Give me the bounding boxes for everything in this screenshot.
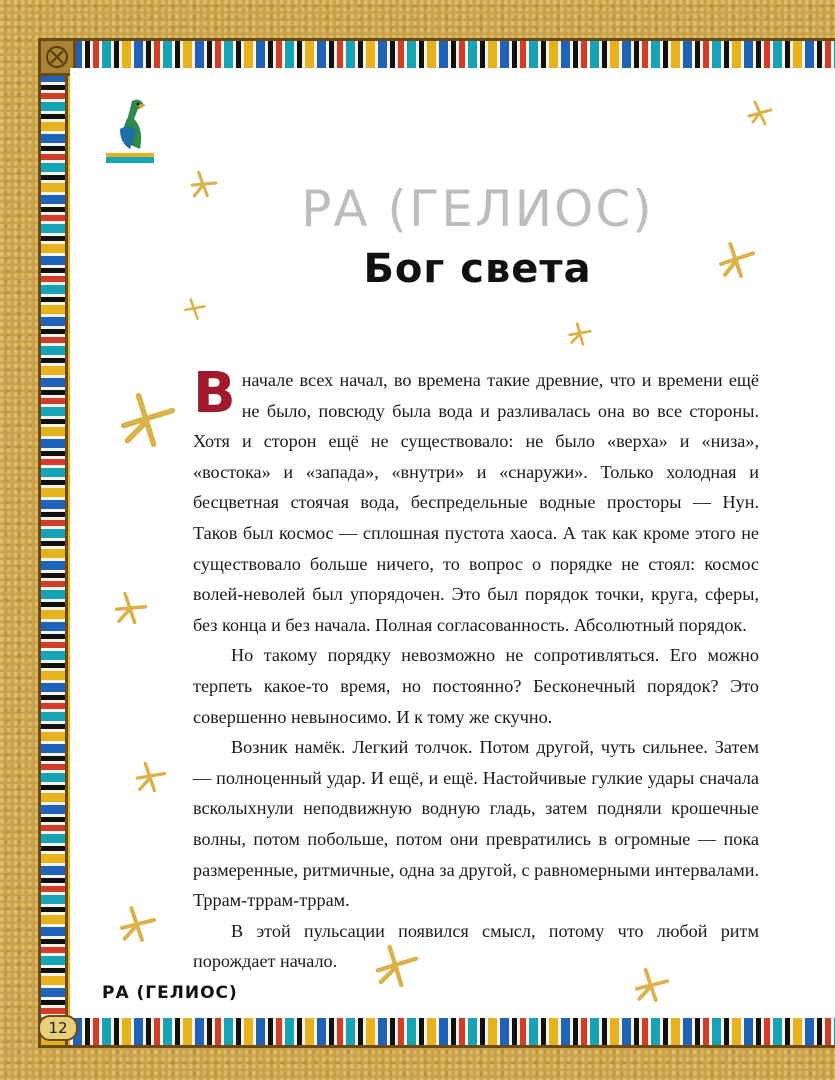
star-icon xyxy=(118,904,158,944)
paragraph: Но такому порядку невозможно не сопротивляться. Его можно терпеть какое-то время, но постоянно? Бесконечный порядок? Это совершенно невыносимо. И к тому же скучно. xyxy=(193,645,759,727)
paragraph xyxy=(193,361,759,640)
drop-cap: В xyxy=(193,361,236,426)
star-icon xyxy=(374,944,420,988)
star-icon xyxy=(120,392,176,448)
star-icon xyxy=(112,590,150,626)
star-icon xyxy=(182,296,208,322)
star-icon xyxy=(715,240,759,280)
falcon-icon xyxy=(100,95,160,165)
body-text xyxy=(193,361,759,977)
star-icon xyxy=(745,98,775,128)
star-icon xyxy=(188,168,220,200)
paragraph-text: начале всех начал, во времена такие древние, что и времени ещё не было, повсюду была вода и разливалась она во все стороны. Хотя и сторон ещё не существовало: не было «верха» и «низа», «востока» и «запада», «внутри» и «снаружи». Только холодная и бесцветная стоячая вода, беспредельные водные просторы — Нун. Таков был космос — сплошная пустота хаоса. А так как кроме этого не существовало больше ничего, то вопрос о порядке не стоял: космос волей-неволей был упорядочен. Это был порядок точки, круга, сферы, без конца и без начала. Полная согласованность. Абсолютный порядок. xyxy=(193,370,759,635)
paragraph: Возник намёк. Легкий толчок. Потом другой, чуть сильнее. Затем — полноценный удар. И ещё, и ещё. Настойчивые гулкие удары сначала всколыхнули неподвижную водную гладь, затем подняли крошечные волны, потом побольше, потом они превратились в огромные — пока размеренные, ритмичные, одна за другой, с равномерными интервалами. Тррам-тррам-тррам. xyxy=(193,737,759,911)
page-title: РА (ГЕЛИОС) xyxy=(301,180,654,238)
running-title: РА (ГЕЛИОС) xyxy=(102,983,238,1003)
paragraph: В этой пульсации появился смысл, потому что любой ритм порождает начало. xyxy=(193,920,759,972)
star-icon xyxy=(632,966,672,1004)
star-icon xyxy=(134,760,168,794)
page-number: 12 xyxy=(38,1015,78,1041)
star-icon xyxy=(566,320,594,348)
page-subtitle: Бог света xyxy=(363,246,592,292)
